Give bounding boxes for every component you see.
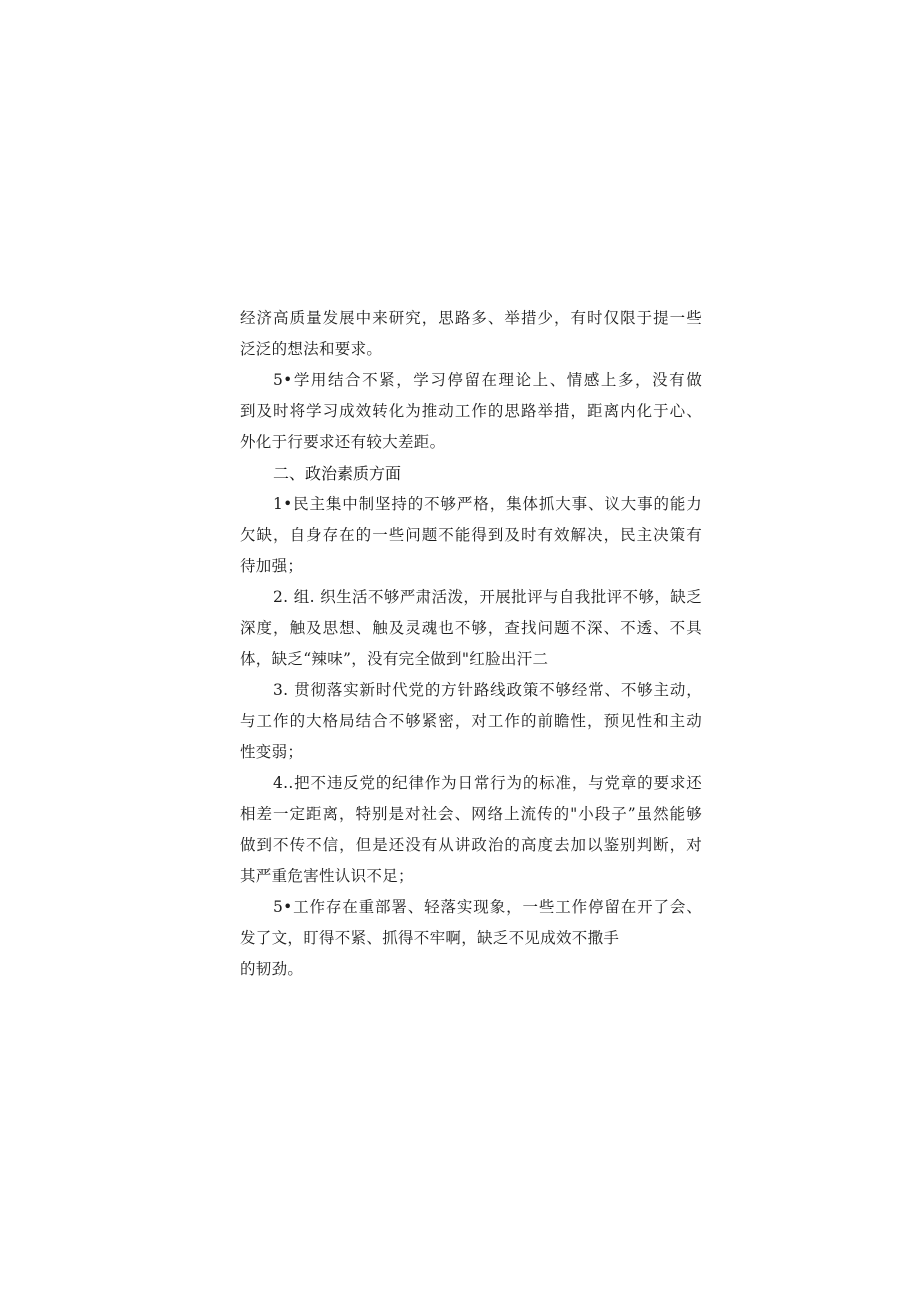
text-line: 2. 组. 织生活不够严肃活泼，开展批评与自我批评不够，缺乏 — [273, 588, 702, 606]
paragraph — [240, 365, 702, 458]
text-line: 发了文，盯得不紧、抓得不牢啊，缺乏不见成效不撒手 — [240, 929, 620, 947]
paragraph — [240, 675, 702, 768]
text-line: 到及时将学习成效转化为推动工作的思路举措，距离内化于心、 — [240, 402, 702, 420]
text-line: 欠缺，自身存在的一些问题不能得到及时有效解决，民主决策有 — [240, 526, 702, 544]
text-line: 的韧劲。 — [240, 960, 304, 978]
document-body — [240, 303, 702, 985]
text-line: 3. 贯彻落实新时代党的方针路线政策不够经常、不够主动， — [273, 681, 702, 699]
text-line: 与工作的大格局结合不够紧密，对工作的前瞻性，预见性和主动 — [240, 712, 702, 730]
text-line: 经济高质量发展中来研究，思路多、举措少，有时仅限于提一些 — [240, 309, 702, 327]
text-line: 外化于行要求还有较大差距。 — [240, 433, 446, 451]
text-line: 做到不传不信，但是还没有从讲政治的高度去加以鉴别判断，对 — [240, 836, 702, 854]
paragraph — [240, 582, 702, 675]
text-line: 性变弱； — [240, 743, 304, 761]
text-line: 其严重危害性认识不足； — [240, 867, 414, 885]
text-line: 体，缺乏“辣味”，没有完全做到"红脸出汗二 — [240, 650, 549, 668]
text-line: 5•工作存在重部署、轻落实现象，一些工作停留在开了会、 — [273, 898, 702, 916]
text-line: 相差一定距离，特别是对社会、网络上流传的"小段子”虽然能够 — [240, 805, 702, 823]
paragraph — [240, 303, 702, 365]
text-line: 5•学用结合不紧，学习停留在理论上、情感上多，没有做 — [273, 371, 702, 389]
text-line: 待加强； — [240, 557, 304, 575]
text-line: 泛泛的想法和要求。 — [240, 340, 383, 358]
paragraph — [240, 489, 702, 582]
section-heading: 二、政治素质方面 — [273, 464, 402, 483]
paragraph — [240, 892, 702, 985]
paragraph — [240, 768, 702, 892]
text-line: 1•民主集中制坚持的不够严格，集体抓大事、议大事的能力 — [273, 495, 702, 513]
text-line: 深度，触及思想、触及灵魂也不够，查找问题不深、不透、不具 — [240, 619, 702, 637]
text-line: 4..把不违反党的纪律作为日常行为的标准，与党章的要求还 — [273, 774, 702, 792]
